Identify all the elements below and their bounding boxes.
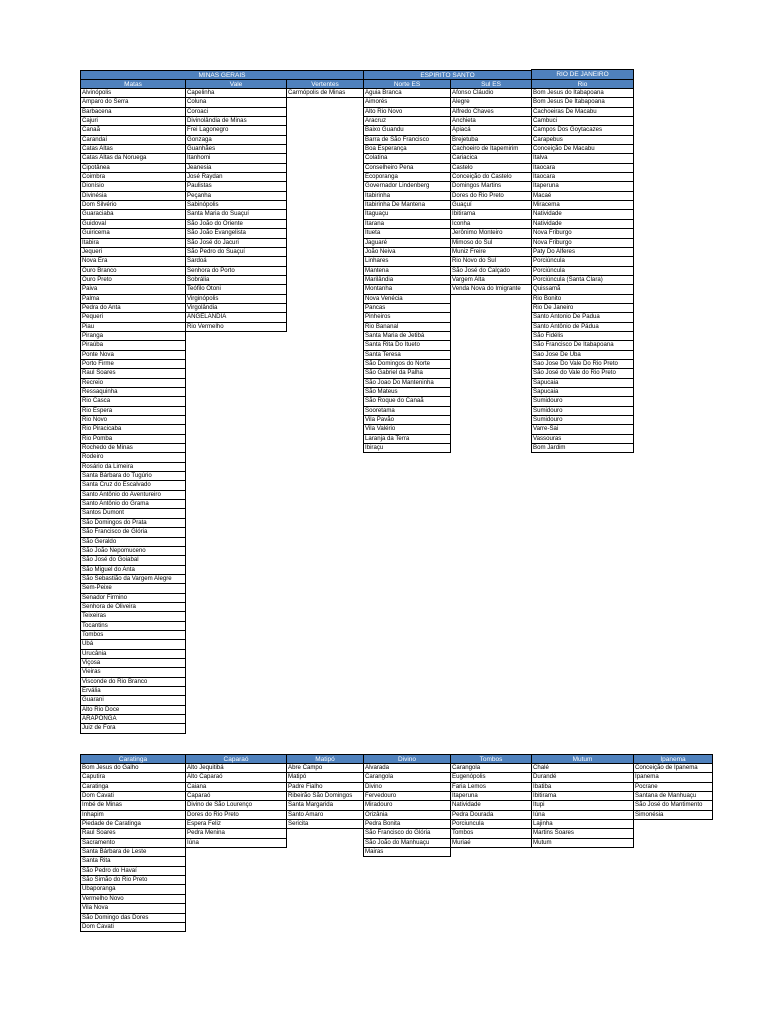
table-cell[interactable]: Lajinha: [531, 820, 634, 829]
table-cell[interactable]: Alegre: [450, 98, 532, 107]
table-cell[interactable]: São Domingo das Dores: [80, 914, 186, 923]
table-cell[interactable]: São Simão do Rio Preto: [80, 876, 186, 885]
table-cell[interactable]: Pedra Menina: [185, 829, 287, 838]
table-cell[interactable]: Dom Cavati: [80, 923, 186, 932]
table-cell[interactable]: Sericita: [286, 820, 364, 829]
table-cell[interactable]: Rodeiro: [80, 453, 186, 462]
table-cell[interactable]: Santana de Manhuaçu: [633, 792, 713, 801]
table-cell[interactable]: Governador Lindenberg: [363, 182, 451, 191]
column-norte-es: [363, 79, 451, 453]
table-cell[interactable]: Santa Margarida: [286, 801, 364, 810]
table-cell[interactable]: Padre Fialho: [286, 783, 364, 792]
table-cell[interactable]: São João Nepomuceno: [80, 547, 186, 556]
column-ipanema: [633, 754, 713, 820]
table-cell[interactable]: Águia Branca: [363, 89, 451, 98]
table-cell[interactable]: Cariacica: [450, 154, 532, 163]
table-cell[interactable]: Simonésia: [633, 811, 713, 820]
table-cell[interactable]: Ibitirama: [450, 210, 532, 219]
table-cell[interactable]: Ubá: [80, 640, 186, 649]
table-cell[interactable]: Baixo Guandu: [363, 126, 451, 135]
table-cell[interactable]: Pinheiros: [363, 313, 451, 322]
column-mutum: [531, 754, 634, 848]
table-cell[interactable]: Chalé: [531, 764, 634, 773]
table-cell[interactable]: Mutum: [531, 839, 634, 848]
table-cell[interactable]: Divinolândia de Minas: [185, 117, 287, 126]
table-cell[interactable]: Caputira: [80, 773, 186, 782]
table-cell[interactable]: São José do Calçado: [450, 267, 532, 276]
table-cell[interactable]: Ervália: [80, 687, 186, 696]
table-cell[interactable]: Quissamã: [531, 285, 634, 294]
column-header-caratinga: Caratinga: [80, 754, 186, 764]
table-cell[interactable]: ANGELANDIA: [185, 313, 287, 322]
table-cell[interactable]: Conselheiro Pena: [363, 164, 451, 173]
table-cell[interactable]: Porciúncula: [531, 267, 634, 276]
column-header-ipanema: Ipanema: [633, 754, 713, 764]
table-cell[interactable]: Raul Soares: [80, 369, 186, 378]
table-cell[interactable]: Boa Esperança: [363, 145, 451, 154]
table-cell[interactable]: Recreio: [80, 379, 186, 388]
table-cell[interactable]: Colatina: [363, 154, 451, 163]
table-cell[interactable]: Dores do Rio Preto: [450, 192, 532, 201]
table-cell[interactable]: José Raydan: [185, 173, 287, 182]
table-cell[interactable]: Nova Friburgo: [531, 239, 634, 248]
table-cell[interactable]: Italva: [531, 154, 634, 163]
table-cell[interactable]: Catas Altas da Noruega: [80, 154, 186, 163]
table-cell[interactable]: Alto Rio Doce: [80, 706, 186, 715]
table-cell[interactable]: Conceição do Castelo: [450, 173, 532, 182]
table-cell[interactable]: São João do Manhuaçu: [363, 839, 451, 848]
table-cell[interactable]: Carangola: [450, 764, 532, 773]
table-cell[interactable]: Jaguaré: [363, 239, 451, 248]
table-cell[interactable]: Santo Antonio De Padua: [531, 313, 634, 322]
table-cell[interactable]: Vila Pavão: [363, 416, 451, 425]
table-cell[interactable]: Rio Espera: [80, 407, 186, 416]
table-cell[interactable]: Pedra Dourada: [450, 811, 532, 820]
table-cell[interactable]: Rio Pomba: [80, 435, 186, 444]
table-cell[interactable]: Dionísio: [80, 182, 186, 191]
table-cell[interactable]: Santa Rita: [80, 857, 186, 866]
table-cell[interactable]: Guidoval: [80, 220, 186, 229]
table-cell[interactable]: Sumidouro: [531, 407, 634, 416]
column-sul-es: [450, 79, 532, 295]
table-cell[interactable]: Rio Piracicaba: [80, 425, 186, 434]
table-cell[interactable]: Tombos: [80, 631, 186, 640]
table-cell[interactable]: Sumidouro: [531, 416, 634, 425]
table-cell[interactable]: Santa Bárbara de Leste: [80, 848, 186, 857]
table-cell[interactable]: Cambuci: [531, 117, 634, 126]
table-cell[interactable]: Nova Friburgo: [531, 229, 634, 238]
column-header-matipo: Matipó: [286, 754, 364, 764]
column-header-divino: Divino: [363, 754, 451, 764]
table-cell[interactable]: Bom Jesus do Itabapoana: [531, 89, 634, 98]
table-cell[interactable]: Alto Caparaó: [185, 773, 287, 782]
table-cell[interactable]: Divino de São Lourenço: [185, 801, 287, 810]
table-cell[interactable]: Rosário da Limeira: [80, 463, 186, 472]
table-cell[interactable]: Santos Dumont: [80, 509, 186, 518]
table-cell[interactable]: Ecoporanga: [363, 173, 451, 182]
table-cell[interactable]: Guaraciaba: [80, 210, 186, 219]
column-header-mutum: Mutum: [531, 754, 634, 764]
table-cell[interactable]: Vassouras: [531, 435, 634, 444]
table-cell[interactable]: Afonso Cláudio: [450, 89, 532, 98]
table-cell[interactable]: Aimorés: [363, 98, 451, 107]
table-cell[interactable]: Itueta: [363, 229, 451, 238]
table-cell[interactable]: São Francisco do Glória: [363, 829, 451, 838]
table-cell[interactable]: Divinésia: [80, 192, 186, 201]
table-cell[interactable]: Carangola: [363, 773, 451, 782]
table-cell[interactable]: Mimoso do Sul: [450, 239, 532, 248]
table-cell[interactable]: Canaã: [80, 126, 186, 135]
region-header-espirito-santo: ESPIRITO SANTO: [363, 70, 532, 80]
table-cell[interactable]: Barra de São Francisco: [363, 136, 451, 145]
table-cell[interactable]: Santa Bárbara do Tugúrio: [80, 472, 186, 481]
table-cell[interactable]: Guaçuí: [450, 201, 532, 210]
table-cell[interactable]: Ribeirão São Domingos: [286, 792, 364, 801]
table-cell[interactable]: Cipotânea: [80, 164, 186, 173]
table-cell[interactable]: Caratinga: [80, 783, 186, 792]
table-cell[interactable]: Campos Dos Goytacazes: [531, 126, 634, 135]
column-divino: [363, 754, 451, 857]
table-cell[interactable]: Sao Jose Do Vale Do Rio Preto: [531, 360, 634, 369]
table-cell[interactable]: Frei Lagonegro: [185, 126, 287, 135]
table-cell[interactable]: Ibiraçu: [363, 444, 451, 453]
table-cell[interactable]: São José do Mantimento: [633, 801, 713, 810]
table-cell[interactable]: Senhora do Porto: [185, 267, 287, 276]
table-cell[interactable]: Santo Antônio do Aventureiro: [80, 491, 186, 500]
table-cell[interactable]: Virginópolis: [185, 295, 287, 304]
table-cell[interactable]: Aracruz: [363, 117, 451, 126]
table-cell[interactable]: São Fidélis: [531, 332, 634, 341]
table-cell[interactable]: São Domingos do Norte: [363, 360, 451, 369]
column-matipo: [286, 754, 364, 829]
table-cell[interactable]: Pedra do Anta: [80, 304, 186, 313]
table-cell[interactable]: São João Evangelista: [185, 229, 287, 238]
table-cell[interactable]: Itaperuna: [531, 182, 634, 191]
column-header-norte-es: Norte ES: [363, 79, 451, 89]
table-cell[interactable]: Muniz Freire: [450, 248, 532, 257]
column-header-sul-es: Sul ES: [450, 79, 532, 89]
column-matas: [80, 79, 186, 734]
table-cell[interactable]: Ressaquinha: [80, 388, 186, 397]
table-cell[interactable]: Itabira: [80, 239, 186, 248]
table-cell[interactable]: Alvarada: [363, 764, 451, 773]
table-cell[interactable]: Jequeri: [80, 248, 186, 257]
table-cell[interactable]: Conceição De Macabu: [531, 145, 634, 154]
column-header-vale: Vale: [185, 79, 287, 89]
table-cell[interactable]: Santa Maria de Jetibá: [363, 332, 451, 341]
table-cell[interactable]: São Pedro do Suaçuí: [185, 248, 287, 257]
table-cell[interactable]: Conceição de Ipanema: [633, 764, 713, 773]
table-cell[interactable]: Virgolândia: [185, 304, 287, 313]
table-cell[interactable]: Coimbra: [80, 173, 186, 182]
table-cell[interactable]: Rio Bananal: [363, 323, 451, 332]
table-cell[interactable]: Carandaí: [80, 136, 186, 145]
table-cell[interactable]: Varre-Sai: [531, 425, 634, 434]
table-cell[interactable]: São José do Vale do Rio Preto: [531, 369, 634, 378]
column-tombos: [450, 754, 532, 848]
table-cell[interactable]: Teixeiras: [80, 612, 186, 621]
table-cell[interactable]: Itarana: [363, 220, 451, 229]
column-vertentes: [286, 79, 364, 98]
table-cell[interactable]: Jeanesia: [185, 164, 287, 173]
table-cell[interactable]: São Geraldo: [80, 538, 186, 547]
table-cell[interactable]: Natividade: [531, 210, 634, 219]
table-cell[interactable]: Orizânia: [363, 811, 451, 820]
table-cell[interactable]: Tombos: [450, 829, 532, 838]
table-cell[interactable]: Cachoeiro de Itapemirim: [450, 145, 532, 154]
table-cell[interactable]: Ouro Preto: [80, 276, 186, 285]
table-cell[interactable]: Mantena: [363, 267, 451, 276]
table-cell[interactable]: Imbé de Minas: [80, 801, 186, 810]
table-cell[interactable]: Natividade: [450, 801, 532, 810]
table-cell[interactable]: Rio Novo: [80, 416, 186, 425]
table-cell[interactable]: Fervedouro: [363, 792, 451, 801]
table-cell[interactable]: Inhapim: [80, 811, 186, 820]
table-cell[interactable]: Vieiras: [80, 668, 186, 677]
table-cell[interactable]: Sapucaia: [531, 379, 634, 388]
column-header-caparao: Caparaó: [185, 754, 287, 764]
table-cell[interactable]: Nova Era: [80, 257, 186, 266]
table-cell[interactable]: Apiacá: [450, 126, 532, 135]
table-cell[interactable]: Santo Antônio de Pádua: [531, 323, 634, 332]
table-cell[interactable]: Capelinha: [185, 89, 287, 98]
column-header-rio: Rio: [531, 79, 634, 89]
table-cell[interactable]: Porciúncula: [531, 257, 634, 266]
table-cell[interactable]: São Mateus: [363, 388, 451, 397]
table-cell[interactable]: Iconha: [450, 220, 532, 229]
table-cell[interactable]: Nova Venécia: [363, 295, 451, 304]
table-cell[interactable]: Sardoá: [185, 257, 287, 266]
table-cell[interactable]: Peçanha: [185, 192, 287, 201]
table-cell[interactable]: Iúna: [185, 839, 287, 848]
table-cell[interactable]: São Francisco de Glória: [80, 528, 186, 537]
table-cell[interactable]: Pedra Bonita: [363, 820, 451, 829]
table-cell[interactable]: Dom Silvério: [80, 201, 186, 210]
table-cell[interactable]: Laranja da Terra: [363, 435, 451, 444]
table-cell[interactable]: Carmópolis de Minas: [286, 89, 364, 98]
table-cell[interactable]: Ubaporanga: [80, 885, 186, 894]
table-cell[interactable]: Senador Firmino: [80, 594, 186, 603]
table-cell[interactable]: Palma: [80, 295, 186, 304]
table-cell[interactable]: São Pedro do Havaí: [80, 867, 186, 876]
table-cell[interactable]: Urucânia: [80, 650, 186, 659]
table-cell[interactable]: Dom Cavati: [80, 792, 186, 801]
table-cell[interactable]: Matipó: [286, 773, 364, 782]
table-cell[interactable]: Teófilo Otoni: [185, 285, 287, 294]
table-cell[interactable]: Coluna: [185, 98, 287, 107]
table-cell[interactable]: São Miguel do Anta: [80, 566, 186, 575]
table-cell[interactable]: Santo Amaro: [286, 811, 364, 820]
table-cell[interactable]: Raul Soares: [80, 829, 186, 838]
table-cell[interactable]: Itaocara: [531, 173, 634, 182]
table-cell[interactable]: Viçosa: [80, 659, 186, 668]
table-cell[interactable]: Anchieta: [450, 117, 532, 126]
table-cell[interactable]: Martins Soares: [531, 829, 634, 838]
table-cell[interactable]: Alfredo Chaves: [450, 108, 532, 117]
table-cell[interactable]: Pancas: [363, 304, 451, 313]
table-cell[interactable]: São Francisco De Itabapoana: [531, 341, 634, 350]
table-cell[interactable]: João Neiva: [363, 248, 451, 257]
table-cell[interactable]: Jerônimo Monteiro: [450, 229, 532, 238]
table-cell[interactable]: São João do Oriente: [185, 220, 287, 229]
table-cell[interactable]: Porto Firme: [80, 360, 186, 369]
table-cell[interactable]: Ibitirama: [531, 792, 634, 801]
table-cell[interactable]: Alto Jequitibá: [185, 764, 287, 773]
table-cell[interactable]: Muriaé: [450, 839, 532, 848]
table-cell[interactable]: Espera Feliz: [185, 820, 287, 829]
table-cell[interactable]: Natividade: [531, 220, 634, 229]
table-cell[interactable]: Alto Rio Novo: [363, 108, 451, 117]
table-cell[interactable]: São Domingos do Prata: [80, 519, 186, 528]
column-header-tombos: Tombos: [450, 754, 532, 764]
table-cell[interactable]: São Joao Do Manteninha: [363, 379, 451, 388]
table-cell[interactable]: Sobrália: [185, 276, 287, 285]
region-header-rio-de-janeiro: RIO DE JANEIRO: [531, 69, 634, 80]
table-cell[interactable]: Tocantins: [80, 622, 186, 631]
table-cell[interactable]: Bom Jesus De Itabapoana: [531, 98, 634, 107]
table-cell[interactable]: Sooretama: [363, 407, 451, 416]
table-cell[interactable]: Ipanema: [633, 773, 713, 782]
table-cell[interactable]: Eugenópolis: [450, 773, 532, 782]
table-cell[interactable]: Porciúncula (Santa Clara): [531, 276, 634, 285]
table-cell[interactable]: Iúna: [531, 811, 634, 820]
table-cell[interactable]: Sapucaia: [531, 388, 634, 397]
column-caratinga: [80, 754, 186, 932]
table-cell[interactable]: Durandé: [531, 773, 634, 782]
table-cell[interactable]: Marilândia: [363, 276, 451, 285]
table-cell[interactable]: Montanha: [363, 285, 451, 294]
table-cell[interactable]: Cajuri: [80, 117, 186, 126]
table-cell[interactable]: Dores do Rio Preto: [185, 811, 287, 820]
table-cell[interactable]: Piedade de Caratinga: [80, 820, 186, 829]
table-cell[interactable]: Sacramento: [80, 839, 186, 848]
table-cell[interactable]: Paty Do Alferes: [531, 248, 634, 257]
table-cell[interactable]: Santa Rita Do Itueto: [363, 341, 451, 350]
table-cell[interactable]: Visconde do Rio Branco: [80, 678, 186, 687]
table-cell[interactable]: Rio Casca: [80, 397, 186, 406]
table-cell[interactable]: Santa Maria do Suaçuí: [185, 210, 287, 219]
table-cell[interactable]: Juiz de Fora: [80, 724, 186, 733]
table-cell[interactable]: Castelo: [450, 164, 532, 173]
table-cell[interactable]: Vila Nova: [80, 904, 186, 913]
table-cell[interactable]: São Roque do Canaã: [363, 397, 451, 406]
table-cell[interactable]: Guarani: [80, 696, 186, 705]
table-cell[interactable]: São Gabriel da Palha: [363, 369, 451, 378]
table-cell[interactable]: Itaguaçu: [363, 210, 451, 219]
table-cell[interactable]: Santa Cruz do Escalvado: [80, 481, 186, 490]
table-cell[interactable]: Piau: [80, 323, 186, 332]
table-cell[interactable]: Sumidouro: [531, 397, 634, 406]
table-cell[interactable]: Vermelho Novo: [80, 895, 186, 904]
table-cell[interactable]: Ponte Nova: [80, 351, 186, 360]
table-cell[interactable]: Bom Jesus do Galho: [80, 764, 186, 773]
table-cell[interactable]: Miracema: [531, 201, 634, 210]
table-cell[interactable]: Paiva: [80, 285, 186, 294]
table-cell[interactable]: Rio Novo do Sul: [450, 257, 532, 266]
table-cell[interactable]: Vila Valério: [363, 425, 451, 434]
table-cell[interactable]: Piraúba: [80, 341, 186, 350]
table-cell[interactable]: Pequeri: [80, 313, 186, 322]
table-cell[interactable]: Mairas: [363, 848, 451, 857]
table-cell[interactable]: Caparaó: [185, 792, 287, 801]
table-cell[interactable]: Guanhães: [185, 145, 287, 154]
region-header-minas-gerais: MINAS GERAIS: [80, 70, 364, 80]
table-cell[interactable]: Sabinópolis: [185, 201, 287, 210]
table-cell[interactable]: Santa Teresa: [363, 351, 451, 360]
column-caparao: [185, 754, 287, 848]
table-cell[interactable]: Senhora de Oliveira: [80, 603, 186, 612]
column-rio: [531, 79, 634, 453]
table-cell[interactable]: Cachoeiras De Macabu: [531, 108, 634, 117]
table-cell[interactable]: Amparo do Serra: [80, 98, 186, 107]
table-cell[interactable]: Catas Altas: [80, 145, 186, 154]
table-cell[interactable]: São José do Goiabal: [80, 556, 186, 565]
table-cell[interactable]: Itaperuna: [450, 792, 532, 801]
table-cell[interactable]: Venda Nova do Imigrante: [450, 285, 532, 294]
table-cell[interactable]: Abre Campo: [286, 764, 364, 773]
table-cell[interactable]: Paulistas: [185, 182, 287, 191]
column-vale: [185, 79, 287, 332]
table-cell[interactable]: Domingos Martins: [450, 182, 532, 191]
table-cell[interactable]: Itaocara: [531, 164, 634, 173]
table-cell[interactable]: Macaé: [531, 192, 634, 201]
table-cell[interactable]: Carapebus: [531, 136, 634, 145]
table-cell[interactable]: Gonzaga: [185, 136, 287, 145]
table-cell[interactable]: Coroaci: [185, 108, 287, 117]
table-cell[interactable]: Miradouro: [363, 801, 451, 810]
table-cell[interactable]: Sem-Peixe: [80, 584, 186, 593]
table-cell[interactable]: Rio Bonito: [531, 295, 634, 304]
table-cell[interactable]: Faria Lemos: [450, 783, 532, 792]
table-cell[interactable]: Divino: [363, 783, 451, 792]
table-cell[interactable]: Alvinópolis: [80, 89, 186, 98]
table-cell[interactable]: Caiana: [185, 783, 287, 792]
column-header-matas: Matas: [80, 79, 186, 89]
table-cell[interactable]: Brejetuba: [450, 136, 532, 145]
table-cell[interactable]: Linhares: [363, 257, 451, 266]
table-cell[interactable]: Barbacena: [80, 108, 186, 117]
table-cell[interactable]: Rio Vermelho: [185, 323, 287, 332]
table-cell[interactable]: Rochedo de Minas: [80, 444, 186, 453]
table-cell[interactable]: Pocrane: [633, 783, 713, 792]
table-cell[interactable]: ARAPONGA: [80, 715, 186, 724]
table-cell[interactable]: São Sebastião da Vargem Alegre: [80, 575, 186, 584]
column-header-vertentes: Vertentes: [286, 79, 364, 89]
table-cell[interactable]: Sao Jose De Uba: [531, 351, 634, 360]
table-cell[interactable]: Guiricema: [80, 229, 186, 238]
table-cell[interactable]: Itabirinha De Mantena: [363, 201, 451, 210]
table-cell[interactable]: Itanhomi: [185, 154, 287, 163]
table-cell[interactable]: Ouro Branco: [80, 267, 186, 276]
table-cell[interactable]: Bom Jardim: [531, 444, 634, 453]
table-cell[interactable]: São José do Jacuri: [185, 239, 287, 248]
table-cell[interactable]: Piranga: [80, 332, 186, 341]
table-cell[interactable]: Ibatiba: [531, 783, 634, 792]
table-cell[interactable]: Itabirinha: [363, 192, 451, 201]
table-cell[interactable]: Itupi: [531, 801, 634, 810]
table-cell[interactable]: Santo Antônio do Grama: [80, 500, 186, 509]
table-cell[interactable]: Porciuncula: [450, 820, 532, 829]
table-cell[interactable]: Rio De Janeiro: [531, 304, 634, 313]
table-cell[interactable]: Vargem Alta: [450, 276, 532, 285]
